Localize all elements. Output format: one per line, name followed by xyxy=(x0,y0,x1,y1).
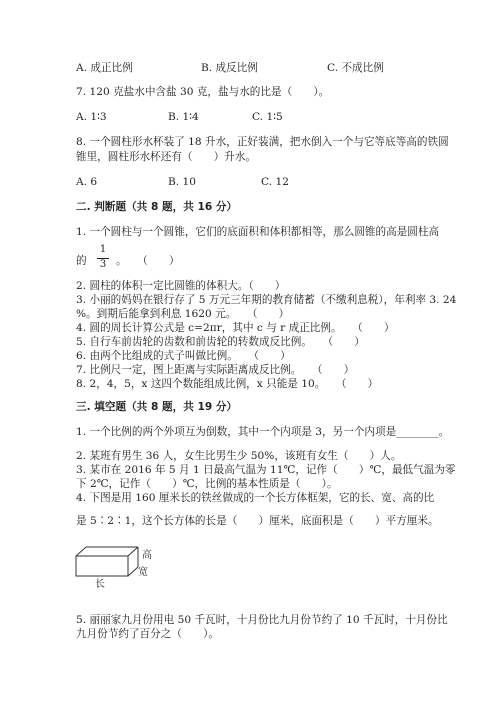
question-stem-cont: %。到期后能拿到利息 1620 元。 （ ） xyxy=(76,308,290,320)
section-title: 三. 填空题（共 8 题，共 19 分） xyxy=(76,401,238,413)
question-stem: 4. 圆的周长计算公式是 c=2πr，其中 c 与 r 成正比例。 （ ） xyxy=(76,322,395,334)
question-stem: 1. 一个比例的两个外项互为倒数，其中一个内项是 3，另一个内项是________。 xyxy=(76,426,450,438)
question-stem: 8. 一个圆柱形水杯装了 18 升水，正好装满，把水倒入一个与它等底等高的铁圆 xyxy=(76,136,449,148)
question-stem: 3. 小丽的妈妈在银行存了 5 万元三年期的教育储蓄（不缴利息税），年利率 3. 24 xyxy=(76,294,457,306)
question-stem: 6. 由两个比组成的式子叫做比例。 （ ） xyxy=(76,350,291,362)
question-stem-cont: 锥里，圆柱形水杯还有（ ）升水。 xyxy=(76,151,257,163)
question-stem: 8. 2，4，5，x 这四个数能组成比例，x 只能是 10。 （ ） xyxy=(76,378,379,390)
option-b: B. 10 xyxy=(168,176,196,188)
option-c: C. 1∶5 xyxy=(252,111,283,123)
figure-label-width: 宽 xyxy=(138,567,148,578)
question-stem: 4. 下图是用 160 厘米长的铁丝做成的一个长方体框架，它的长、宽、高的比 xyxy=(76,492,435,504)
section-title: 二. 判断题（共 8 题，共 16 分） xyxy=(76,201,238,213)
figure-label-length: 长 xyxy=(95,579,105,590)
option-c: C. 不成比例 xyxy=(327,62,384,74)
option-a: A. 6 xyxy=(76,176,98,188)
question-stem: 5. 丽丽家九月份用电 50 千瓦时，十月份比九月份节约了 10 千瓦时，十月份比 xyxy=(76,614,448,626)
question-stem: 1. 一个圆柱与一个圆锥，它们的底面积和体积都相等，那么圆锥的高是圆柱高 xyxy=(76,226,440,238)
question-stem-cont: 九月份节约了百分之（ ）。 xyxy=(76,628,220,640)
figure-label-height: 高 xyxy=(142,550,152,561)
question-stem-cont: 是 5∶2∶1，这个长方体的长是（ ）厘米，底面积是（ ）平方厘米。 xyxy=(76,515,439,527)
question-stem: 5. 自行车前齿轮的齿数和前齿轮的转数成反比例。 （ ） xyxy=(76,336,365,348)
option-a: A. 成正比例 xyxy=(76,62,133,74)
option-b: B. 成反比例 xyxy=(201,62,258,74)
fraction-numerator: 1 xyxy=(99,244,107,255)
option-a: A. 1∶3 xyxy=(76,111,107,123)
question-stem: 7. 比例尺一定，图上距离与实际距离成反比例。 （ ） xyxy=(76,364,355,376)
option-c: C. 12 xyxy=(261,176,289,188)
option-b: B. 1∶4 xyxy=(168,111,199,123)
question-stem-cont: 。 （ ） xyxy=(116,255,180,267)
question-stem-cont: 的 xyxy=(76,255,87,267)
fraction-denominator: 3 xyxy=(99,259,107,270)
question-stem: 2. 某班有男生 36 人，女生比男生少 50%，该班有女生（ ）人。 xyxy=(76,450,402,462)
question-stem: 2. 圆柱的体积一定比圆锥的体积大。（ ） xyxy=(76,280,286,292)
question-stem-cont: 下 2℃，记作（ ）℃，比例的基本性质是（ ）。 xyxy=(76,478,338,490)
question-stem: 3. 某市在 2016 年 5 月 1 日最高气温为 11℃，记作（ ）℃，最低气温为零 xyxy=(76,464,456,476)
question-stem: 7. 120 克盐水中含盐 30 克，盐与水的比是（ ）。 xyxy=(76,86,330,98)
